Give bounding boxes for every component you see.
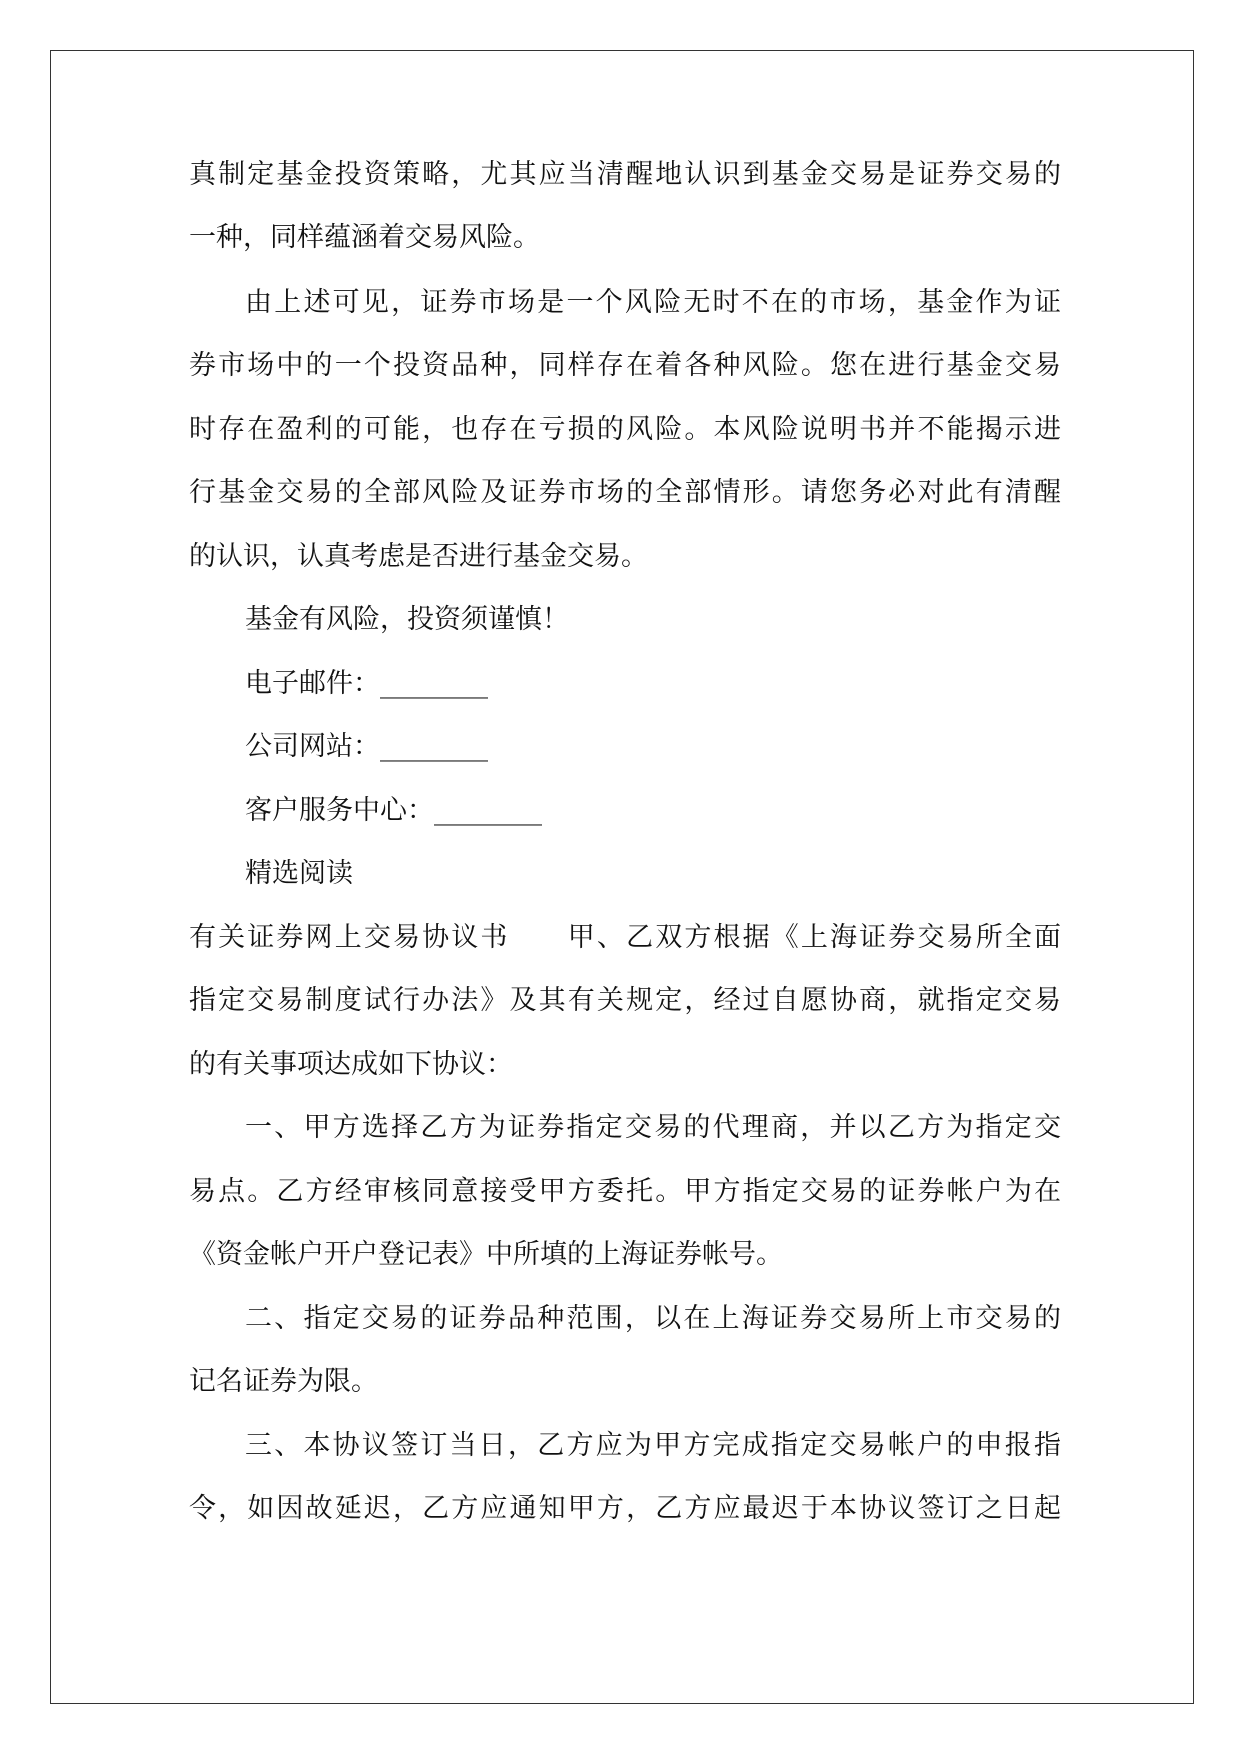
paragraph-first-line: 由上述可见，证券市场是一个风险无时不在的市场，基金作为证 xyxy=(245,287,1061,318)
text-line: 有关证券网上交易协议书 甲、乙双方根据《上海证券交易所全面 xyxy=(189,922,1061,953)
text-line: 的认识，认真考虑是否进行基金交易。 xyxy=(189,541,648,572)
website-field-label: 公司网站：________ xyxy=(245,731,488,762)
text-line: 令，如因故延迟，乙方应通知甲方，乙方应最迟于本协议签订之日起 xyxy=(189,1493,1061,1524)
clause-first-line: 一、甲方选择乙方为证券指定交易的代理商，并以乙方为指定交 xyxy=(245,1112,1061,1143)
warning-text: 基金有风险，投资须谨慎！ xyxy=(245,604,569,635)
clause-first-line: 二、指定交易的证券品种范围，以在上海证券交易所上市交易的 xyxy=(245,1303,1061,1334)
text-line: 行基金交易的全部风险及证券市场的全部情形。请您务必对此有清醒 xyxy=(189,477,1061,508)
clause-first-line: 三、本协议签订当日，乙方应为甲方完成指定交易帐户的申报指 xyxy=(245,1430,1061,1461)
section-heading: 精选阅读 xyxy=(245,858,353,889)
text-line: 《资金帐户开户登记表》中所填的上海证券帐号。 xyxy=(189,1239,783,1270)
text-line: 时存在盈利的可能，也存在亏损的风险。本风险说明书并不能揭示进 xyxy=(189,414,1061,445)
email-field-label: 电子邮件：________ xyxy=(245,668,488,699)
text-line: 记名证券为限。 xyxy=(189,1366,378,1397)
service-center-field-label: 客户服务中心：________ xyxy=(245,795,542,826)
text-line: 券市场中的一个投资品种，同样存在着各种风险。您在进行基金交易 xyxy=(189,350,1061,381)
text-line: 一种，同样蕴涵着交易风险。 xyxy=(189,222,540,253)
text-line: 真制定基金投资策略，尤其应当清醒地认识到基金交易是证券交易的 xyxy=(189,159,1061,190)
text-line: 的有关事项达成如下协议： xyxy=(189,1049,513,1080)
text-line: 指定交易制度试行办法》及其有关规定，经过自愿协商，就指定交易 xyxy=(189,985,1061,1016)
text-line: 易点。乙方经审核同意接受甲方委托。甲方指定交易的证券帐户为在 xyxy=(189,1176,1061,1207)
